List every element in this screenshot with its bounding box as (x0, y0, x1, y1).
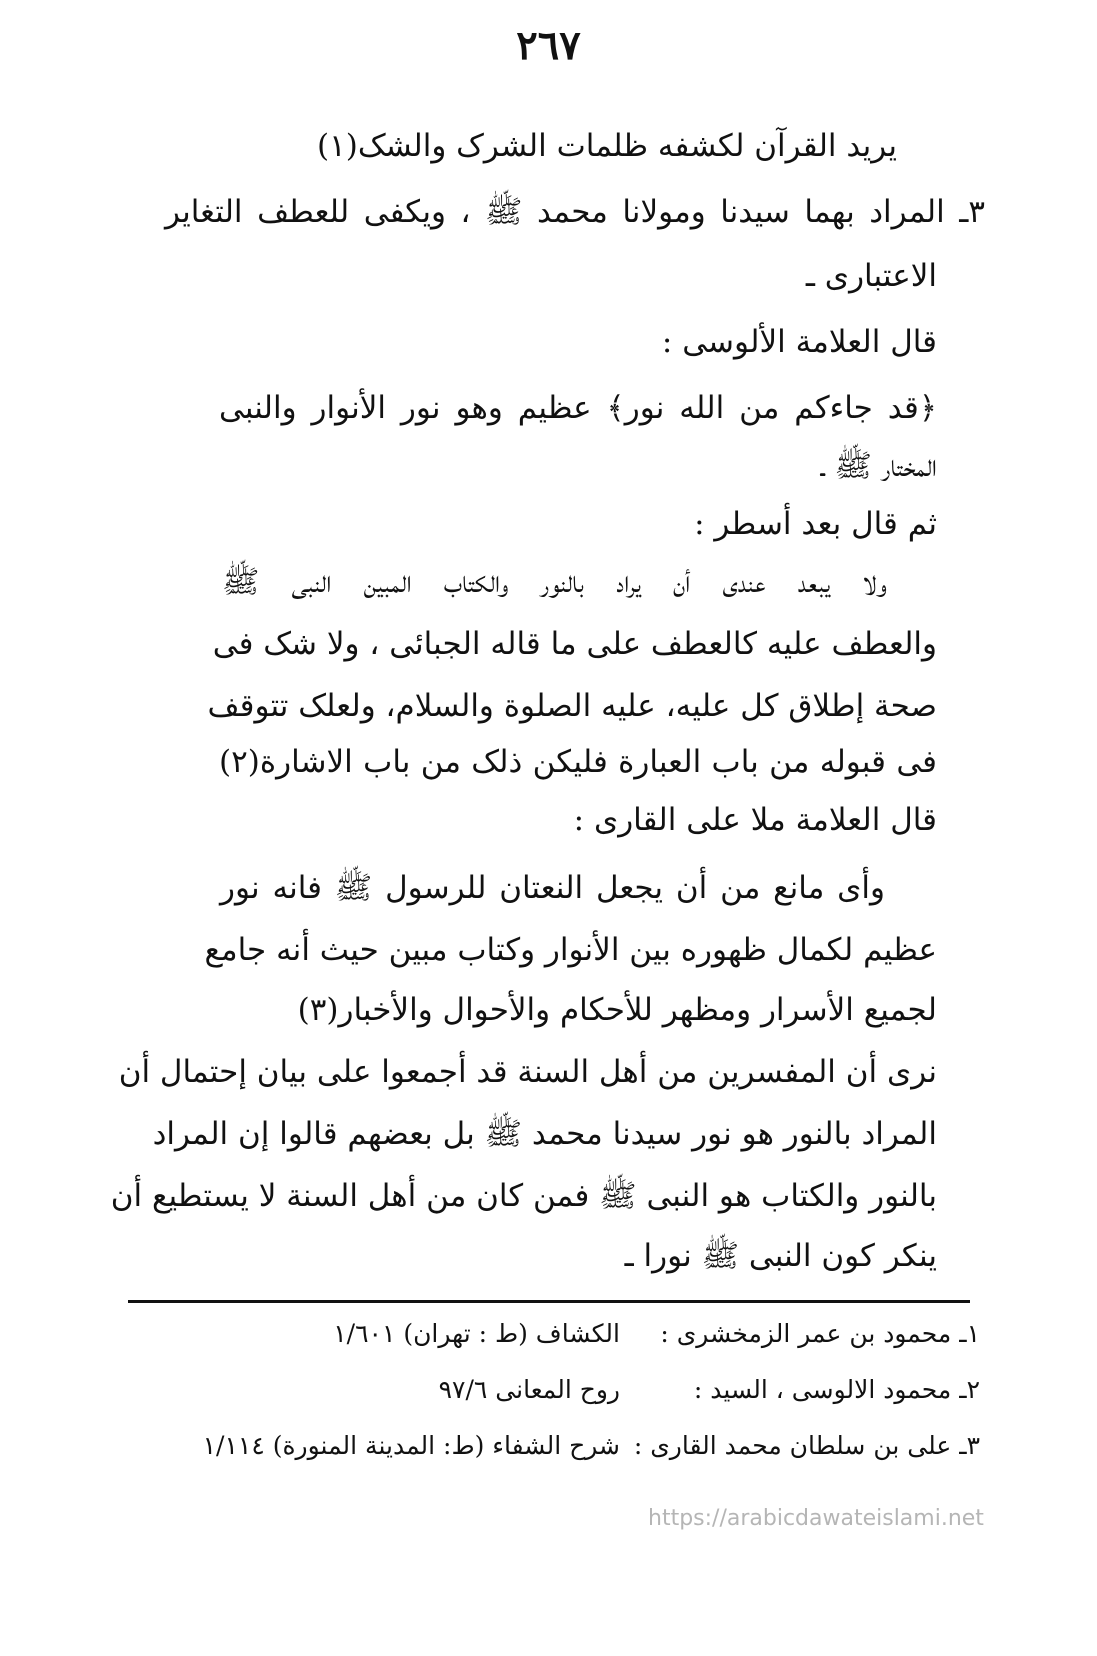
text-line: ثم قال بعد أسطر : (694, 506, 937, 542)
text-line: ولا یبعد عندی أن یراد بالنور والکتاب المبین النبی ﷺ (222, 564, 887, 600)
text-line: صحة إطلاق کل علیه، علیه الصلوة والسلام، ولعلک تتوقف (207, 688, 937, 724)
text-line: قال العلامة الألوسی : (661, 324, 937, 360)
text-line: یرید القرآن لکشفه ظلمات الشرک والشک(١) (317, 128, 897, 164)
footnote-author: ٣ـ علی بن سلطان محمد القاری : (633, 1431, 980, 1460)
footnote-source: الکشاف (ط : تهران) ١/٦٠١ (333, 1319, 620, 1348)
text-line: نری أن المفسرین من أهل السنة قد أجمعوا علی بیان إحتمال أن (118, 1054, 937, 1090)
footnote (140, 1368, 980, 1412)
footnote-source: شرح الشفاء (ط: المدینة المنورة) ١/١١٤ (202, 1431, 620, 1460)
text-line: المراد بالنور هو نور سیدنا محمد ﷺ بل بعضهم قالوا إن المراد (152, 1116, 937, 1152)
footnote-author: ١ـ محمود بن عمر الزمخشری : (660, 1319, 980, 1348)
text-line: فی قبوله من باب العبارة فلیکن ذلک من باب الاشارة(٢) (219, 744, 937, 780)
footnote-divider (128, 1300, 970, 1303)
text-line: الاعتباری ـ (805, 258, 937, 294)
text-line: بالنور والکتاب هو النبی ﷺ فمن کان من أهل السنة لا یستطیع أن (110, 1178, 937, 1214)
text-line: عظیم لکمال ظهوره بین الأنوار وکتاب مبین حیث أنه جامع (204, 932, 937, 968)
text-line: ٣ـ المراد بهما سیدنا ومولانا محمد ﷺ ، ویکفی للعطف التغایر (165, 194, 985, 230)
text-line: ﴿قد جاءکم من الله نور﴾ عظیم وهو نور الأنوار والنبی (219, 390, 937, 426)
footnote-author: ٢ـ محمود الالوسی ، السید : (693, 1375, 980, 1404)
text-line: وأی مانع من أن یجعل النعتان للرسول ﷺ فانه نور (220, 870, 885, 906)
footnote-source: روح المعانی ٩٧/٦ (438, 1375, 620, 1404)
footnote (140, 1424, 980, 1468)
text-line: المختار ﷺ ـ (820, 448, 937, 484)
text-line: قال العلامة ملا علی القاری : (573, 802, 937, 838)
text-line: ینکر کون النبی ﷺ نورا ـ (624, 1238, 937, 1274)
text-line: والعطف علیه کالعطف علی ما قاله الجبائی ، ولا شک فی (212, 626, 937, 662)
page-number: ٢٦٧ (516, 22, 581, 69)
footnote (140, 1312, 980, 1356)
text-line: لجمیع الأسرار ومظهر للأحکام والأحوال والأخبار(٣) (297, 992, 937, 1028)
watermark-url: https://arabicdawateislami.net (648, 1506, 984, 1531)
